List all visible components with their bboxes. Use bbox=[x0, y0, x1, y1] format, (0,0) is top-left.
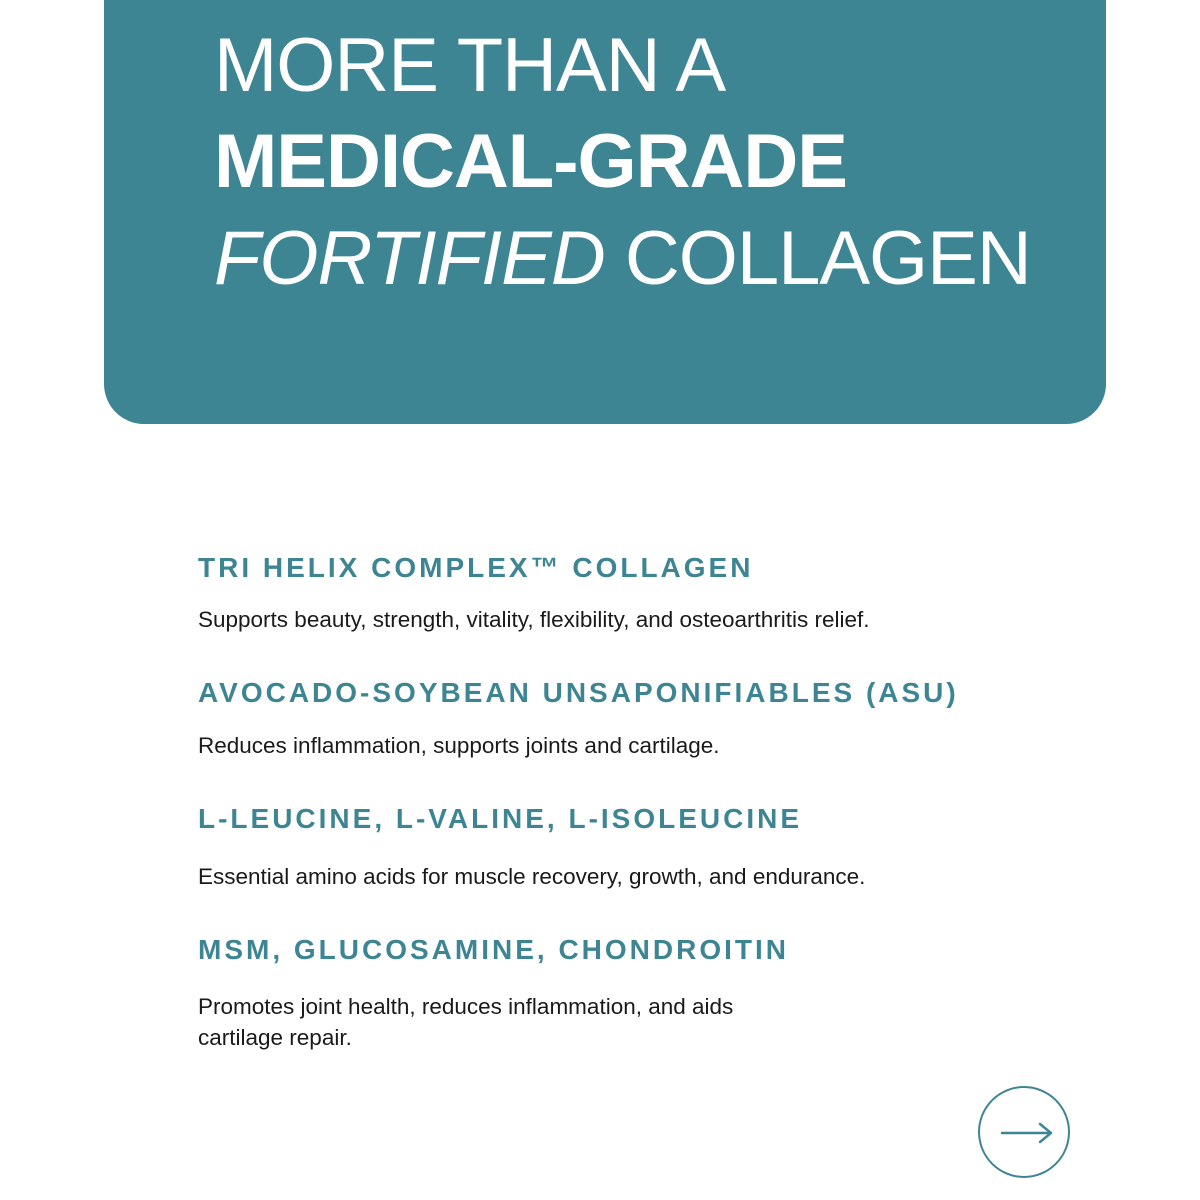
hero-heading-line-2: MEDICAL-GRADE bbox=[214, 119, 847, 204]
hero-heading-line-3 bbox=[214, 216, 1031, 301]
ingredient-title-tri-helix: TRI HELIX COMPLEX™ COLLAGEN bbox=[198, 552, 754, 583]
ingredient-description-amino-acids: Essential amino acids for muscle recovery, growth, and endurance. bbox=[198, 864, 866, 889]
hero-heading-italic-word: FORTIFIED bbox=[214, 216, 605, 301]
ingredient-title-amino-acids: L-LEUCINE, L-VALINE, L-ISOLEUCINE bbox=[198, 803, 803, 834]
ingredient-description-msm: Promotes joint health, reduces inflammation, and aids cartilage repair. bbox=[198, 994, 734, 1050]
ingredient-title-msm: MSM, GLUCOSAMINE, CHONDROITIN bbox=[198, 934, 789, 965]
hero-heading-rest: COLLAGEN bbox=[604, 216, 1031, 301]
arrow-right-icon bbox=[1000, 1122, 1054, 1144]
hero-heading-line-1: MORE THAN A bbox=[214, 23, 726, 108]
ingredient-description-asu: Reduces inflammation, supports joints and cartilage. bbox=[198, 733, 720, 758]
next-button[interactable] bbox=[978, 1086, 1070, 1178]
ingredient-description-tri-helix: Supports beauty, strength, vitality, flexibility, and osteoarthritis relief. bbox=[198, 607, 870, 632]
ingredient-title-asu: AVOCADO-SOYBEAN UNSAPONIFIABLES (ASU) bbox=[198, 677, 959, 708]
